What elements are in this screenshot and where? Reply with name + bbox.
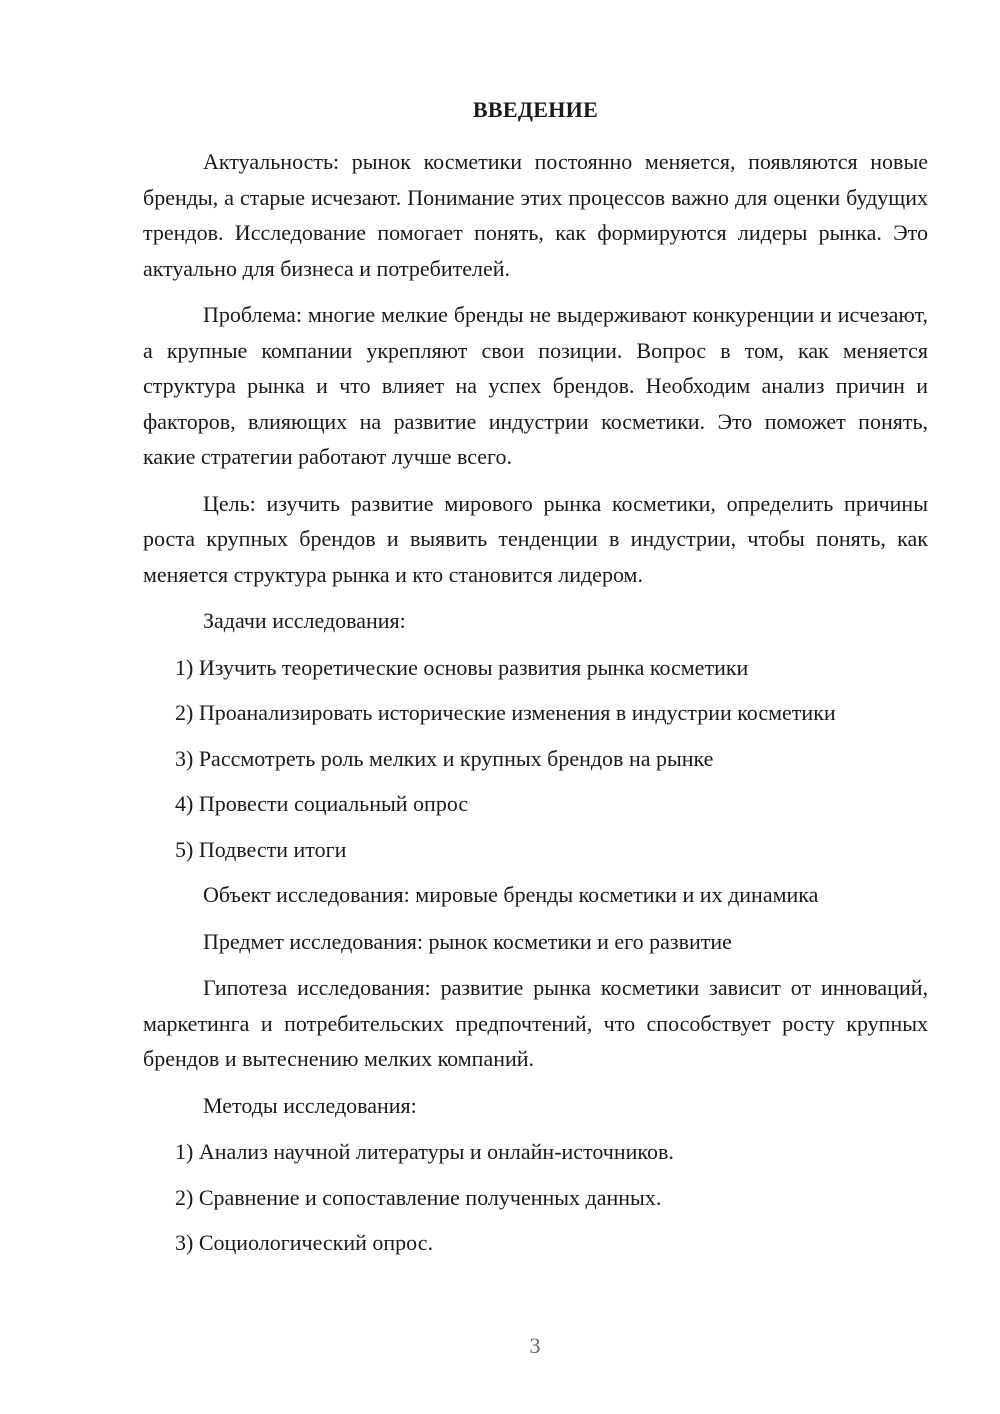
methods-heading: Методы исследования: — [203, 1092, 417, 1118]
task-item: 1) Изучить теоретические основы развития рынка косметики — [175, 654, 749, 680]
task-item: 5) Подвести итоги — [175, 836, 347, 862]
paragraph-problem: Проблема: многие мелкие бренды не выдерживают конкуренции и исчезают, а крупные компании укрепляют свои позиции. Вопрос в том, как меняется структура рынка и что влияет на успех брендов. Необходим анализ причин и факторов, влияющих на развитие индустрии косметики. Это поможет понять, какие стратегии работают лучше всего. — [143, 302, 928, 469]
page-number: 3 — [529, 1333, 541, 1358]
paragraph-goal: Цель: изучить развитие мирового рынка косметики, определить причины роста крупных брендов и выявить тенденции в индустрии, чтобы понять, как меняется структура рынка и кто становится лидером. — [143, 490, 928, 587]
task-item: 4) Провести социальный опрос — [175, 791, 469, 816]
paragraph-relevance: Актуальность: рынок косметики постоянно меняется, появляются новые бренды, а старые исчезают. Понимание этих процессов важно для оценки будущих трендов. Исследование помогает понять, как формируются лидеры рынка. Это актуально для бизнеса и потребителей. — [143, 149, 928, 281]
document-title: ВВЕДЕНИЕ — [472, 97, 599, 122]
task-item: 2) Проанализировать исторические изменения в индустрии косметики — [175, 700, 836, 725]
methods-list — [143, 1134, 928, 1261]
tasks-heading: Задачи исследования: — [203, 608, 406, 633]
method-item: 3) Социологический опрос. — [175, 1230, 433, 1255]
method-item: 2) Сравнение и сопоставление полученных данных. — [175, 1184, 662, 1210]
task-item: 3) Рассмотреть роль мелких и крупных брендов на рынке — [175, 745, 714, 771]
method-item: 1) Анализ научной литературы и онлайн-источников. — [175, 1139, 674, 1164]
tasks-list — [143, 650, 928, 868]
paragraph-object: Объект исследования: мировые бренды косметики и их динамика — [203, 882, 819, 907]
paragraph-subject: Предмет исследования: рынок косметики и его развитие — [203, 928, 732, 954]
paragraph-hypothesis: Гипотеза исследования: развитие рынка косметики зависит от инноваций, маркетинга и потребительских предпочтений, что способствует росту крупных брендов и вытеснению мелких компаний. — [143, 975, 928, 1071]
document-page — [143, 92, 928, 1271]
